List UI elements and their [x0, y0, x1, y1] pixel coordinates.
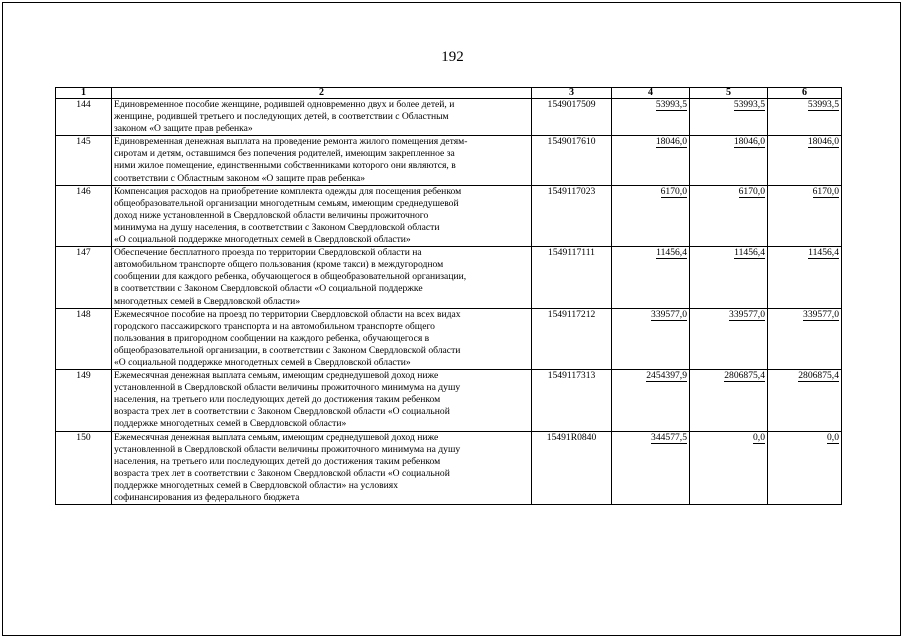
table-row — [56, 136, 842, 185]
row-code: 1549017509 — [532, 99, 612, 136]
description-line: поддержке многодетных семей в Свердловской области» на условиях — [114, 479, 398, 491]
description-line: городского пассажирского транспорта и на автомобильном транспорте общего — [114, 320, 435, 332]
amount-value: 0,0 — [753, 431, 765, 443]
description-line: доход ниже установленной в Свердловской области величины прожиточного — [114, 209, 429, 221]
amount-col-4 — [612, 370, 690, 431]
description-line: возраста трех лет в соответствии с Законом Свердловской области «О социальной — [114, 406, 450, 418]
amount-value: 339577,0 — [729, 308, 765, 320]
description-line: соответствии с Областным законом «О защите прав ребенка» — [114, 172, 366, 184]
amount-col-5 — [690, 247, 768, 308]
description-line: возраста трех лет в соответствии с Законом Свердловской области «О социальной — [114, 467, 450, 479]
row-description — [112, 99, 532, 136]
table-row — [56, 370, 842, 431]
amount-value: 18046,0 — [733, 136, 765, 148]
row-code: 1549117023 — [532, 185, 612, 246]
row-number: 150 — [56, 431, 112, 505]
description-line: Ежемесячная денежная выплата семьям, имеющим среднедушевой доход ниже — [114, 370, 439, 382]
table-row — [56, 185, 842, 246]
row-number: 147 — [56, 247, 112, 308]
description-line: населения, на третьего или последующих детей до достижения таким ребенком — [114, 394, 441, 406]
col-header-3: 3 — [532, 88, 612, 99]
description-line: населения, на третьего или последующих детей до достижения таким ребенком — [114, 455, 441, 467]
page-number: 192 — [441, 49, 464, 65]
amount-value: 11456,4 — [656, 247, 687, 259]
description-line: сообщении для каждого ребенка, обучающегося в общеобразовательной организации, — [114, 271, 467, 283]
description-line: общеобразовательной организации многодетным семьям, имеющим среднедушевой — [114, 197, 459, 209]
description-line: Компенсация расходов на приобретение комплекта одежды для посещения ребенком — [114, 185, 462, 197]
amount-value: 0,0 — [827, 431, 839, 443]
description-line: Единовременное пособие женщине, родившей одновременно двух и более детей, и — [114, 99, 455, 110]
row-code: 15491R0840 — [532, 431, 612, 505]
table-row — [56, 308, 842, 369]
description-line: ними жилое помещение, единственными собственниками которого они являются, в — [114, 160, 456, 172]
row-code: 1549117111 — [532, 247, 612, 308]
amount-col-6 — [768, 431, 842, 505]
amount-value: 2454397,9 — [646, 370, 687, 382]
row-description — [112, 185, 532, 246]
description-line: автомобильном транспорте общего пользования (кроме такси) в междугородном — [114, 259, 444, 271]
amount-value: 6170,0 — [660, 185, 687, 197]
description-line: общеобразовательной организации, в соответствии с Законом Свердловской области — [114, 344, 461, 356]
table-row — [56, 247, 842, 308]
amount-value: 339577,0 — [651, 308, 687, 320]
amount-col-5 — [690, 431, 768, 505]
amount-col-6 — [768, 99, 842, 136]
row-description — [112, 247, 532, 308]
amount-value: 339577,0 — [803, 308, 839, 320]
row-description — [112, 431, 532, 505]
description-line: «О социальной поддержке многодетных семей в Свердловской области» — [114, 356, 411, 368]
amount-col-5 — [690, 185, 768, 246]
amount-col-5 — [690, 136, 768, 185]
row-code: 1549017610 — [532, 136, 612, 185]
row-number: 149 — [56, 370, 112, 431]
description-line: Ежемесячное пособие на проезд по территории Свердловской области на всех видах — [114, 308, 461, 320]
amount-col-5 — [690, 99, 768, 136]
amount-col-4 — [612, 136, 690, 185]
description-line: многодетных семей в Свердловской области» — [114, 295, 301, 307]
amount-col-4 — [612, 99, 690, 136]
amount-value: 344577,5 — [651, 431, 687, 443]
description-line: установленной в Свердловской области величины прожиточного минимума на душу — [114, 443, 461, 455]
description-line: Обеспечение бесплатного проезда по территории Свердловской области на — [114, 247, 422, 259]
amount-value: 11456,4 — [808, 247, 839, 259]
amount-value: 2806875,4 — [724, 370, 765, 382]
amount-value: 53993,5 — [733, 99, 765, 110]
description-line: софинансирования из федерального бюджета — [114, 492, 300, 503]
row-number: 148 — [56, 308, 112, 369]
amount-value: 11456,4 — [734, 247, 765, 259]
amount-col-4 — [612, 431, 690, 505]
description-line: минимума на душу населения, в соответствии с Законом Свердловской области — [114, 221, 440, 233]
description-line: сиротам и детям, оставшимся без попечения родителей, имеющим закрепленное за — [114, 148, 455, 160]
header-row — [56, 88, 842, 99]
amount-col-6 — [768, 308, 842, 369]
description-line: законом «О защите прав ребенка» — [114, 123, 253, 135]
col-header-4: 4 — [612, 88, 690, 99]
amount-value: 53993,5 — [655, 99, 687, 110]
description-line: «О социальной поддержке многодетных семей в Свердловской области» — [114, 234, 411, 246]
amount-value: 2806875,4 — [798, 370, 839, 382]
amount-col-4 — [612, 247, 690, 308]
amount-col-4 — [612, 308, 690, 369]
row-description — [112, 370, 532, 431]
row-description — [112, 308, 532, 369]
amount-col-5 — [690, 370, 768, 431]
col-header-5: 5 — [690, 88, 768, 99]
amount-col-6 — [768, 136, 842, 185]
row-number: 145 — [56, 136, 112, 185]
amount-value: 53993,5 — [807, 99, 839, 110]
amount-col-5 — [690, 308, 768, 369]
amount-col-6 — [768, 247, 842, 308]
description-line: женщине, родившей третьего и последующих детей, в соответствии с Областным — [114, 111, 449, 123]
amount-value: 6170,0 — [738, 185, 765, 197]
description-line: в соответствии с Законом Свердловской области «О социальной поддержке — [114, 283, 423, 295]
budget-table — [55, 87, 842, 505]
row-number: 144 — [56, 99, 112, 136]
row-code: 1549117212 — [532, 308, 612, 369]
description-line: поддержке многодетных семей в Свердловской области» — [114, 418, 347, 430]
description-line: Ежемесячная денежная выплата семьям, имеющим среднедушевой доход ниже — [114, 431, 439, 443]
amount-col-4 — [612, 185, 690, 246]
description-line: Единовременная денежная выплата на проведение ремонта жилого помещения детям- — [114, 136, 468, 148]
row-code: 1549117313 — [532, 370, 612, 431]
col-header-1: 1 — [56, 88, 112, 99]
amount-col-6 — [768, 370, 842, 431]
col-header-2: 2 — [112, 88, 532, 99]
col-header-6: 6 — [768, 88, 842, 99]
amount-col-6 — [768, 185, 842, 246]
row-description — [112, 136, 532, 185]
description-line: установленной в Свердловской области величины прожиточного минимума на душу — [114, 382, 461, 394]
amount-value: 18046,0 — [655, 136, 687, 148]
table-row — [56, 99, 842, 136]
table-row — [56, 431, 842, 505]
amount-value: 6170,0 — [812, 185, 839, 197]
amount-value: 18046,0 — [807, 136, 839, 148]
row-number: 146 — [56, 185, 112, 246]
description-line: пользования в пригородном сообщении на каждого ребенка, обучающегося в — [114, 332, 430, 344]
